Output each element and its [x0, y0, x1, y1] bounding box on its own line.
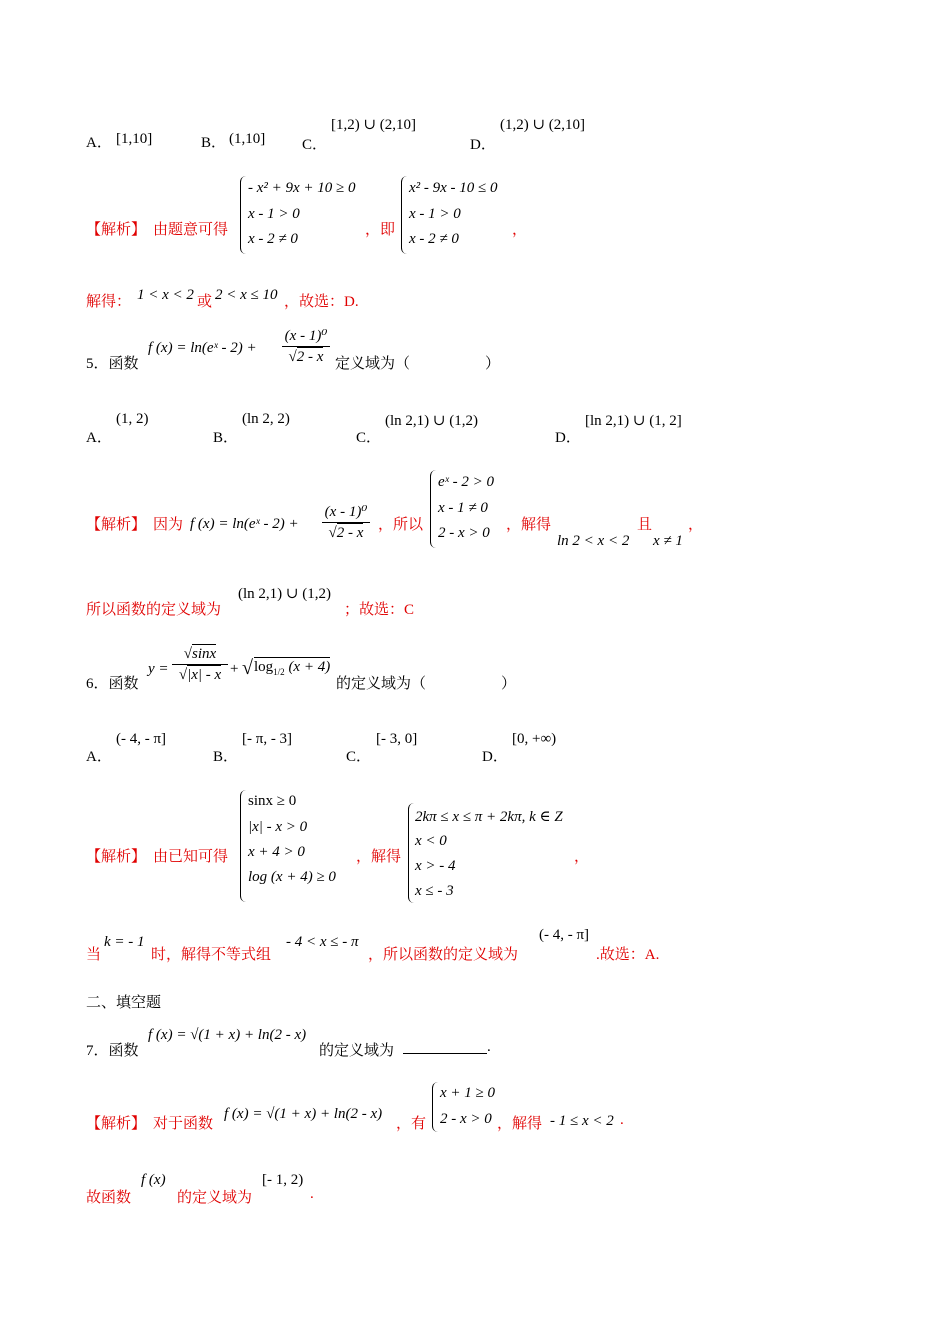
q7-you: ，有	[396, 1116, 427, 1132]
q6-mid: 时，解得不等式组	[151, 947, 272, 963]
q5-analysis-fraction-numerator: (x - 1)⁰	[322, 502, 370, 523]
q4-system1-line2: x - 1 > 0	[248, 206, 300, 222]
q6-k-value: k = - 1	[104, 934, 145, 950]
q7-system-brace	[432, 1082, 439, 1132]
q4-system1-line3: x - 2 ≠ 0	[248, 231, 298, 247]
q4-ji-text: ，即	[365, 222, 396, 238]
q6-when: 当	[86, 947, 102, 963]
q7-analysis-tag: 【解析】	[86, 1116, 147, 1132]
q7-answer-blank[interactable]	[403, 1039, 487, 1057]
q4-option-c-label: C．	[302, 137, 328, 153]
q4-system2-line3: x - 2 ≠ 0	[409, 231, 459, 247]
q6-option-d-value: [0, +∞)	[512, 731, 557, 747]
q4-option-d-value: (1,2) ∪ (2,10]	[500, 117, 586, 133]
q5-number: 5．函数	[86, 356, 139, 372]
q5-suoyi: ，所以	[378, 517, 424, 533]
q7-tail: 的定义域为	[319, 1043, 395, 1059]
q4-result-range-b: 2 < x ≤ 10	[215, 287, 278, 303]
q6-option-b-value: [- π, - 3]	[242, 731, 293, 747]
q4-analysis-tag: 【解析】	[86, 222, 147, 238]
q5-fraction-denominator: √2 - x	[288, 349, 324, 365]
q4-option-d-label: D．	[470, 137, 496, 153]
q6-log-arg: (x + 4)	[288, 659, 331, 675]
q5-analysis-fraction-denominator: √2 - x	[328, 525, 364, 541]
q6-fraction-numerator: √sinx	[172, 646, 228, 665]
q6-fraction-denominator: √|x| - x	[178, 667, 222, 683]
q5-option-d-value: [ln 2,1) ∪ (1, 2]	[585, 413, 682, 429]
q5-function: f (x) = ln(eˣ - 2) +	[148, 340, 257, 356]
q7-range: - 1 ≤ x < 2	[550, 1113, 614, 1129]
q6-analysis-text: 由已知可得	[153, 849, 229, 865]
q4-analysis-text: 由题意可得	[153, 222, 229, 238]
q6-inequality: - 4 < x ≤ - π	[286, 934, 359, 950]
q7-domain-end: .	[310, 1186, 314, 1202]
q6-log-group	[254, 657, 330, 677]
q4-option-b-label: B．	[201, 135, 227, 151]
q7-domain-prefix: 故函数	[86, 1190, 132, 1206]
q6-system1-brace	[240, 790, 247, 902]
q5-domain-prefix: 所以函数的定义域为	[86, 602, 222, 618]
q6-system1-line1: sinx ≥ 0	[248, 793, 297, 809]
q7-system-line2: 2 - x > 0	[440, 1111, 492, 1127]
q6-option-b-label: B．	[213, 749, 239, 765]
q5-system-brace	[430, 470, 437, 548]
q7-number: 7．函数	[86, 1043, 139, 1059]
q6-option-c-value: [- 3, 0]	[376, 731, 418, 747]
q5-system-line3: 2 - x > 0	[438, 525, 490, 541]
q6-sqrt-symbol: √	[242, 657, 253, 679]
q4-system1-brace	[240, 176, 247, 254]
q7-domain-fx: f (x)	[141, 1172, 166, 1188]
q5-option-d-label: D．	[555, 430, 581, 446]
q7-jiede: ，解得	[497, 1116, 543, 1132]
q4-result-prefix: 解得：	[86, 294, 132, 310]
q5-jiede: ，解得	[506, 517, 552, 533]
q4-system2-line1: x² - 9x - 10 ≤ 0	[409, 180, 498, 196]
q7-end: .	[487, 1039, 491, 1055]
q7-dot: .	[620, 1112, 624, 1128]
q6-analysis-tag: 【解析】	[86, 849, 147, 865]
q5-tail: 定义域为（ ）	[335, 356, 501, 372]
q6-log-base: 1/2	[273, 667, 285, 677]
q4-result-suffix: ，故选：D.	[284, 294, 359, 310]
q5-fraction	[282, 326, 330, 366]
q5-analysis-function: f (x) = ln(eˣ - 2) +	[190, 516, 299, 532]
q6-option-d-label: D．	[482, 749, 508, 765]
q5-option-b-value: (ln 2, 2)	[242, 411, 290, 427]
q4-option-a-value: [1,10]	[116, 131, 153, 147]
q7-function: f (x) = √(1 + x) + ln(2 - x)	[148, 1027, 307, 1043]
q6-system2-line1: 2kπ ≤ x ≤ π + 2kπ, k ∈ Z	[415, 809, 563, 825]
q5-analysis-text: 因为	[153, 517, 184, 533]
q6-y-eq: y =	[148, 661, 169, 677]
q6-system1-line3: x + 4 > 0	[248, 844, 305, 860]
q5-qie: 且	[637, 517, 653, 533]
q6-system2-brace	[408, 803, 415, 903]
q6-suffix: .故选：A.	[596, 947, 660, 963]
q5-option-b-label: B．	[213, 430, 239, 446]
q5-domain-value: (ln 2,1) ∪ (1,2)	[238, 586, 331, 602]
q7-domain-value: [- 1, 2)	[262, 1172, 304, 1188]
q7-analysis-text: 对于函数	[153, 1116, 214, 1132]
q4-system2-line2: x - 1 > 0	[409, 206, 461, 222]
q6-jiede: ，解得	[356, 849, 402, 865]
q7-system-line1: x + 1 ≥ 0	[440, 1085, 496, 1101]
q6-plus: +	[230, 661, 239, 677]
q6-fraction	[172, 646, 228, 684]
q7-domain-mid: 的定义域为	[177, 1190, 253, 1206]
q5-option-a-value: (1, 2)	[116, 411, 149, 427]
q5-option-c-label: C．	[356, 430, 382, 446]
q6-system2-line4: x ≤ - 3	[415, 883, 454, 899]
q4-comma: ，	[512, 222, 528, 238]
q6-system1-line2: |x| - x > 0	[248, 819, 308, 835]
q6-comma: ，	[574, 849, 590, 865]
q5-fraction-numerator: (x - 1)⁰	[282, 326, 330, 347]
q5-range1: ln 2 < x < 2	[557, 533, 630, 549]
q6-option-c-label: C．	[346, 749, 372, 765]
q6-system2-line3: x > - 4	[415, 858, 456, 874]
q5-comma: ，	[688, 517, 704, 533]
q5-option-a-label: A．	[86, 430, 112, 446]
q4-option-a-label: A．	[86, 135, 112, 151]
q6-system1-line4: log (x + 4) ≥ 0	[248, 869, 336, 885]
q4-system2-brace	[401, 176, 408, 254]
q4-result-or: 或	[197, 294, 213, 310]
q6-number: 6．函数	[86, 676, 139, 692]
q6-mid2: ，所以函数的定义域为	[368, 947, 519, 963]
q5-analysis-tag: 【解析】	[86, 517, 147, 533]
q4-result-range-a: 1 < x < 2	[137, 287, 194, 303]
q6-option-a-label: A．	[86, 749, 112, 765]
q5-system-line2: x - 1 ≠ 0	[438, 500, 488, 516]
q5-option-c-value: (ln 2,1) ∪ (1,2)	[385, 413, 478, 429]
q4-option-c-value: [1,2) ∪ (2,10]	[331, 117, 417, 133]
q6-domain-value: (- 4, - π]	[539, 927, 590, 943]
q6-log: log	[254, 659, 274, 675]
q6-tail: 的定义域为（ ）	[336, 676, 517, 692]
q6-option-a-value: (- 4, - π]	[116, 731, 167, 747]
q5-analysis-fraction	[322, 502, 370, 542]
q5-domain-suffix: ；故选：C	[344, 602, 415, 618]
section-title: 二、填空题	[86, 995, 162, 1011]
q5-range2: x ≠ 1	[653, 533, 683, 549]
q4-system1-line1: - x² + 9x + 10 ≥ 0	[248, 180, 356, 196]
q5-system-line1: eˣ - 2 > 0	[438, 474, 495, 490]
q6-system2-line2: x < 0	[415, 833, 447, 849]
q4-option-b-value: (1,10]	[229, 131, 266, 147]
q7-analysis-function: f (x) = √(1 + x) + ln(2 - x)	[224, 1106, 383, 1122]
